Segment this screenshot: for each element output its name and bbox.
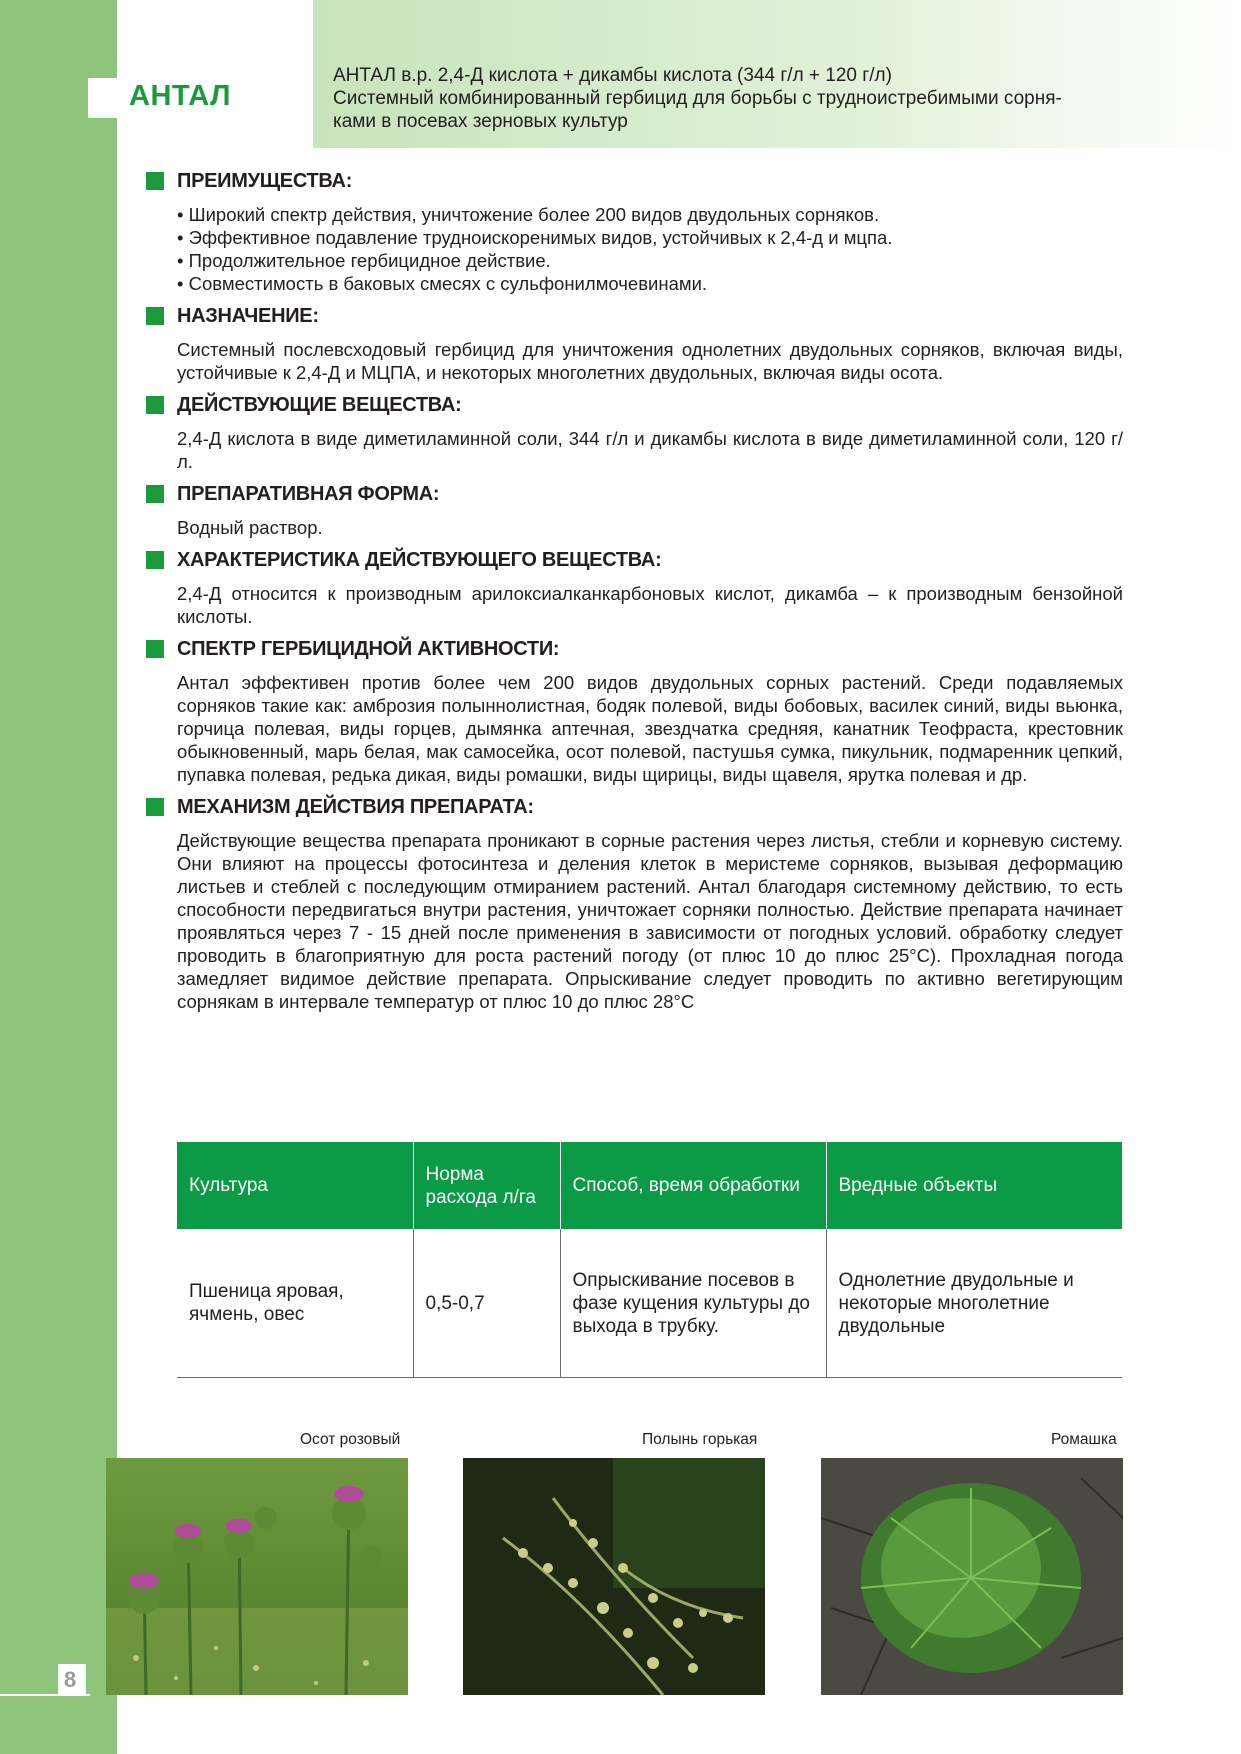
section-title: МЕХАНИЗМ ДЕЙСТВИЯ ПРЕПАРАТА:: [177, 795, 534, 818]
photo-caption: Осот розовый: [300, 1431, 401, 1448]
section-title: ХАРАКТЕРИСТИКА ДЕЙСТВУЮЩЕГО ВЕЩЕСТВА:: [177, 548, 662, 571]
thistle-photo: [106, 1458, 408, 1695]
section-marker: [146, 640, 164, 658]
section-formulation: [146, 481, 1123, 539]
main-content: [146, 168, 1123, 1021]
section-purpose: [146, 303, 1123, 384]
section-marker: [146, 798, 164, 816]
page-number-divider: [0, 1694, 90, 1696]
table-cell: Опрыскивание посевов в фазе кущения культуры до выхода в трубку.: [560, 1229, 826, 1378]
application-table: [177, 1142, 1122, 1378]
left-color-band: [0, 0, 117, 1754]
advantages-list: [177, 203, 1123, 295]
list-item: • Совместимость в баковых смесях с сульфонилмочевинами.: [177, 272, 1123, 295]
wormwood-photo: [463, 1458, 765, 1695]
section-spectrum: [146, 636, 1123, 786]
section-text: Действующие вещества препарата проникают в сорные растения через листья, стебли и корневую систему. Они влияют на процессы фотосинтеза и деления клеток в меристеме сорняков, вызывая деформацию листьев и стеблей с последующим отмиранием растений. Антал благодаря системному действию, то есть способности передвигаться внутри растения, уничтожает сорняки полностью. Действие препарата начинает проявляться через 7 - 15 дней после применения в зависимости от погодных условий. обработку следует проводить в благоприятную для роста растений погоду (от плюс 10 до плюс 25°С). Прохладная погода замедляет видимое действие препарата. Опрыскивание следует проводить по активно вегетирующим сорнякам в интервале температур от плюс 10 до плюс 28°С: [177, 830, 1123, 1012]
header-line-3: ками в посевах зерновых культур: [333, 111, 628, 132]
section-marker: [146, 551, 164, 569]
table-header-cell: Культура: [177, 1142, 413, 1229]
header-description: [333, 64, 1133, 133]
section-text: 2,4-Д кислота в виде диметиламинной соли, 344 г/л и дикамбы кислота в виде диметиламинной соли, 120 г/л.: [177, 428, 1123, 472]
section-marker: [146, 396, 164, 414]
list-item: • Эффективное подавление трудноискоренимых видов, устойчивых к 2,4-д и мцпа.: [177, 226, 1123, 249]
section-title: НАЗНАЧЕНИЕ:: [177, 304, 319, 327]
list-item: • Широкий спектр действия, уничтожение более 200 видов двудольных сорняков.: [177, 203, 1123, 226]
section-text: Водный раствор.: [177, 517, 323, 538]
list-item: • Продолжительное гербицидное действие.: [177, 249, 1123, 272]
section-advantages: [146, 168, 1123, 295]
section-text: Системный послевсходовый гербицид для уничтожения однолетних двудольных сорняков, включая виды, устойчивые к 2,4-Д и МЦПА, и некоторых многолетних двудольных, включая виды осота.: [177, 339, 1123, 383]
table-header-cell: Способ, время обработки: [560, 1142, 826, 1229]
table-header-row: [177, 1142, 1122, 1229]
header-line-2: Системный комбинированный гербицид для борьбы с трудноистребимыми сорня-: [333, 88, 1062, 109]
photo-caption: Ромашка: [1051, 1431, 1117, 1448]
section-mechanism: [146, 794, 1123, 1013]
section-title: ПРЕИМУЩЕСТВА:: [177, 169, 353, 192]
section-characteristic: [146, 547, 1123, 628]
page-number: 8: [64, 1667, 77, 1692]
table-cell: Однолетние двудольные и некоторые многолетние двудольные: [826, 1229, 1122, 1378]
section-marker: [146, 485, 164, 503]
section-title: ПРЕПАРАТИВНАЯ ФОРМА:: [177, 482, 440, 505]
section-marker: [146, 172, 164, 190]
section-text: 2,4-Д относится к производным арилоксиалканкарбоновых кислот, дикамба – к производным бензойной кислоты.: [177, 583, 1123, 627]
section-title: СПЕКТР ГЕРБИЦИДНОЙ АКТИВНОСТИ:: [177, 637, 560, 660]
table-header-cell: Вредные объекты: [826, 1142, 1122, 1229]
photo-caption: Полынь горькая: [642, 1431, 758, 1448]
brand-title: АНТАЛ: [129, 80, 231, 112]
header-line-1: АНТАЛ в.р. 2,4-Д кислота + дикамбы кислота (344 г/л + 120 г/л): [333, 65, 892, 86]
chamomile-photo: [821, 1458, 1123, 1695]
table-row: [177, 1229, 1122, 1378]
table-cell: 0,5-0,7: [413, 1229, 560, 1378]
section-title: ДЕЙСТВУЮЩИЕ ВЕЩЕСТВА:: [177, 393, 462, 416]
section-active-substances: [146, 392, 1123, 473]
table-header-cell: Норма расхода л/га: [413, 1142, 560, 1229]
section-marker: [146, 307, 164, 325]
section-text: Антал эффективен против более чем 200 видов двудольных сорных растений. Среди подавляемых сорняков такие как: амброзия полыннолистная, бодяк полевой, виды бобовых, василек синий, виды вьюнка, горчица полевая, виды горцев, дымянка аптечная, звездчатка средняя, канатник Теофраста, крестовник обыкновенный, марь белая, мак самосейка, осот полевой, пастушья сумка, пикульник, подмаренник цепкий, пупавка полевая, редька дикая, виды ромашки, виды щирицы, виды щавеля, ярутка полевая и др.: [177, 672, 1123, 785]
table-cell: Пшеница яровая, ячмень, овес: [177, 1229, 413, 1378]
